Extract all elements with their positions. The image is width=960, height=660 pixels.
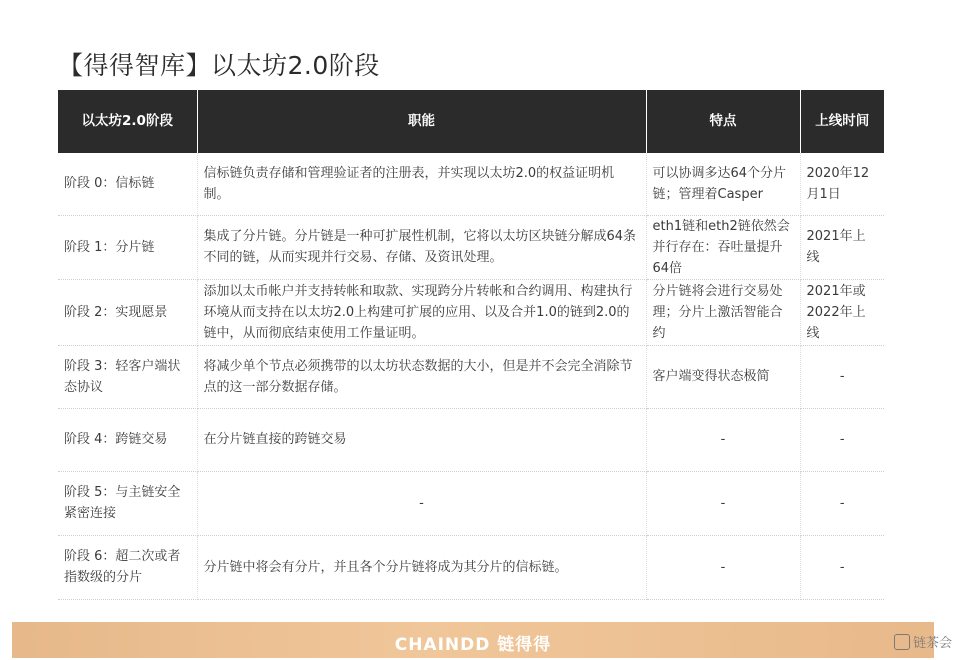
features-cell: - [646, 471, 800, 535]
phase-cell: 阶段 2：实现愿景 [58, 279, 197, 345]
features-cell: 可以协调多达64个分片链；管理着Casper [646, 153, 800, 215]
launch-cell: 2020年12月1日 [800, 153, 884, 215]
launch-cell: - [800, 408, 884, 471]
phase-cell: 阶段 4：跨链交易 [58, 408, 197, 471]
function-cell: 分片链中将会有分片，并且各个分片链将成为其分片的信标链。 [197, 535, 646, 599]
table-row [58, 471, 884, 535]
page-title: 【得得智库】以太坊2.0阶段 [58, 51, 380, 80]
table-row [58, 345, 884, 408]
table-header-row [58, 90, 884, 153]
chaindd-logo: CHAINDD 链得得 [394, 635, 552, 655]
function-cell: 在分片链直接的跨链交易 [197, 408, 646, 471]
features-cell: 分片链将会进行交易处理；分片上激活智能合约 [646, 279, 800, 345]
function-cell: 集成了分片链。分片链是一种可扩展性机制，它将以太坊区块链分解成64条不同的链，从而实现并行交易、存储、及资讯处理。 [197, 215, 646, 279]
header-phase: 以太坊2.0阶段 [58, 90, 197, 153]
features-cell: 客户端变得状态极简 [646, 345, 800, 408]
chat-icon [894, 634, 910, 650]
table-row [58, 535, 884, 599]
header-launch: 上线时间 [800, 90, 884, 153]
function-cell: 将减少单个节点必须携带的以太坊状态数据的大小，但是并不会完全消除节点的这一部分数据存储。 [197, 345, 646, 408]
phase-cell: 阶段 0：信标链 [58, 153, 197, 215]
table-row [58, 279, 884, 345]
launch-cell: 2021年或2022年上线 [800, 279, 884, 345]
watermark-text: 链茶会 [913, 636, 953, 651]
header-function: 职能 [197, 90, 646, 153]
footer-bar [12, 622, 934, 658]
phase-cell: 阶段 6：超二次或者指数级的分片 [58, 535, 197, 599]
header-features: 特点 [646, 90, 800, 153]
launch-cell: 2021年上线 [800, 215, 884, 279]
watermark [894, 632, 952, 651]
phase-cell: 阶段 1：分片链 [58, 215, 197, 279]
launch-cell: - [800, 345, 884, 408]
table-row [58, 408, 884, 471]
phase-cell: 阶段 3：轻客户端状态协议 [58, 345, 197, 408]
function-cell: 添加以太币帐户并支持转帐和取款、实现跨分片转帐和合约调用、构建执行环境从而支持在以太坊2.0上构建可扩展的应用、以及合并1.0的链到2.0的链中，从而彻底结束使用工作量证明。 [197, 279, 646, 345]
features-cell: eth1链和eth2链依然会并行存在：吞吐量提升64倍 [646, 215, 800, 279]
function-cell: 信标链负责存储和管理验证者的注册表，并实现以太坊2.0的权益证明机制。 [197, 153, 646, 215]
launch-cell: - [800, 535, 884, 599]
table-row [58, 153, 884, 215]
phase-cell: 阶段 5：与主链安全紧密连接 [58, 471, 197, 535]
function-cell: - [197, 471, 646, 535]
table-row [58, 215, 884, 279]
launch-cell: - [800, 471, 884, 535]
features-cell: - [646, 535, 800, 599]
features-cell: - [646, 408, 800, 471]
phase-table [58, 90, 884, 600]
